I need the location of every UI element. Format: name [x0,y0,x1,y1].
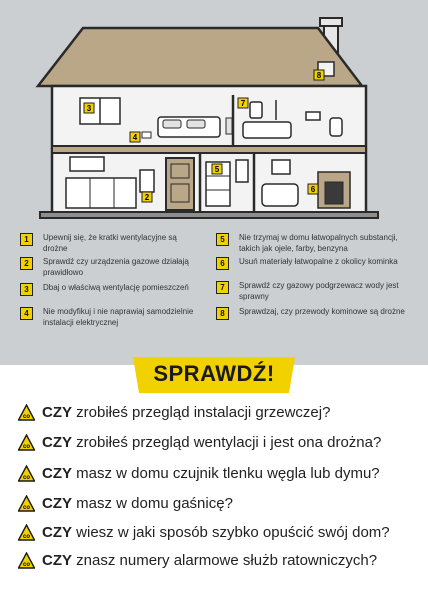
badge-5 [212,164,222,174]
svg-text:2: 2 [144,193,150,202]
legend-number: 7 [216,281,229,294]
kitchen-counter [66,178,136,208]
question-text: masz w domu czujnik tlenku węgla lub dymu? [72,465,380,482]
question-text: wiesz w jaki sposób szybko opuścić swój dom? [72,524,390,541]
legend-text: Upewnij się, że kratki wentylacyjne są drożne [43,233,177,253]
question-lead: CZY [42,404,72,421]
legend-item [216,280,412,302]
legend-text: Dbaj o właściwą wentylację pomieszczeń [43,283,189,292]
svg-text:3: 3 [86,104,92,113]
legend-number: 3 [20,283,33,296]
question-item [18,524,390,541]
badge-2 [142,192,152,202]
question-text: znasz numery alarmowe służb ratowniczych? [72,552,378,569]
legend-number: 2 [20,257,33,270]
floor-slab [52,146,366,153]
water-heater-icon [250,102,262,118]
house-illustration [0,0,428,226]
warning-icon [18,524,35,541]
warning-icon [18,495,35,512]
legend-text: Nie modyfikuj i nie naprawiaj samodzielnie instalacji elektrycznej [43,307,194,327]
legend-item [216,256,412,270]
legend-number: 1 [20,233,33,246]
legend-item [216,306,412,320]
question-item [18,495,233,512]
bathtub-icon [243,122,291,138]
question-item [18,434,381,451]
svg-text:5: 5 [214,165,220,174]
badge-3 [84,103,94,113]
lamp-icon [226,118,232,134]
svg-text:co: co [22,562,31,568]
question-text: zrobiłeś przegląd instalacji grzewczej? [72,404,331,421]
svg-text:co: co [22,414,31,420]
question-lead: CZY [42,495,72,512]
roof [38,28,362,86]
legend-number: 8 [216,307,229,320]
legend-item [20,256,200,278]
ground-slab [40,212,378,218]
legend-number: 5 [216,233,229,246]
socket-icon [142,132,151,138]
legend-item [20,282,200,296]
svg-text:6: 6 [310,185,316,194]
legend-number: 4 [20,307,33,320]
warning-icon [18,465,35,482]
question-text: zrobiłeś przegląd wentylacji i jest ona drożna? [72,434,382,451]
svg-text:co: co [22,475,31,481]
legend-text: Sprawdź czy gazowy podgrzewacz wody jest sprawny [239,281,399,301]
legend-item [20,306,200,328]
armchair-icon [262,184,298,206]
banner-title: SPRAWDŹ! [153,361,275,386]
question-lead: CZY [42,434,72,451]
svg-text:co: co [22,534,31,540]
question-item [18,552,377,569]
picture-icon [272,160,290,174]
svg-text:co: co [22,505,31,511]
warning-icon [18,404,35,421]
question-item [18,465,380,482]
legend-text: Sprawdź czy urządzenia gazowe działają prawidłowo [43,257,189,277]
badge-7 [238,98,248,108]
fuse-box-icon [236,160,248,182]
chimney-cap [320,18,342,26]
toilet-icon [330,118,342,136]
question-lead: CZY [42,465,72,482]
svg-text:8: 8 [316,71,322,80]
warning-icon [18,434,35,451]
question-item [18,404,330,421]
legend-text: Sprawdzaj, czy przewody kominowe są drożne [239,307,405,316]
legend-item [20,232,200,254]
boiler-icon [140,170,154,192]
warning-icon [18,552,35,569]
question-lead: CZY [42,552,72,569]
question-text: masz w domu gaśnicę? [72,495,233,512]
cabinet-icon [70,157,104,171]
question-lead: CZY [42,524,72,541]
legend-text: Nie trzymaj w domu łatwopalnych substancji, takich jak ojele, farby, benzyna [239,233,398,253]
sink-icon [306,112,320,120]
svg-text:co: co [22,444,31,450]
legend-item [216,232,412,254]
badge-6 [308,184,318,194]
svg-text:7: 7 [240,99,246,108]
legend-text: Usuń materiały łatwopalne z okolicy kominka [239,257,398,266]
svg-text:4: 4 [132,133,138,142]
legend-number: 6 [216,257,229,270]
badge-1 [130,132,140,142]
badge-8 [314,70,324,80]
